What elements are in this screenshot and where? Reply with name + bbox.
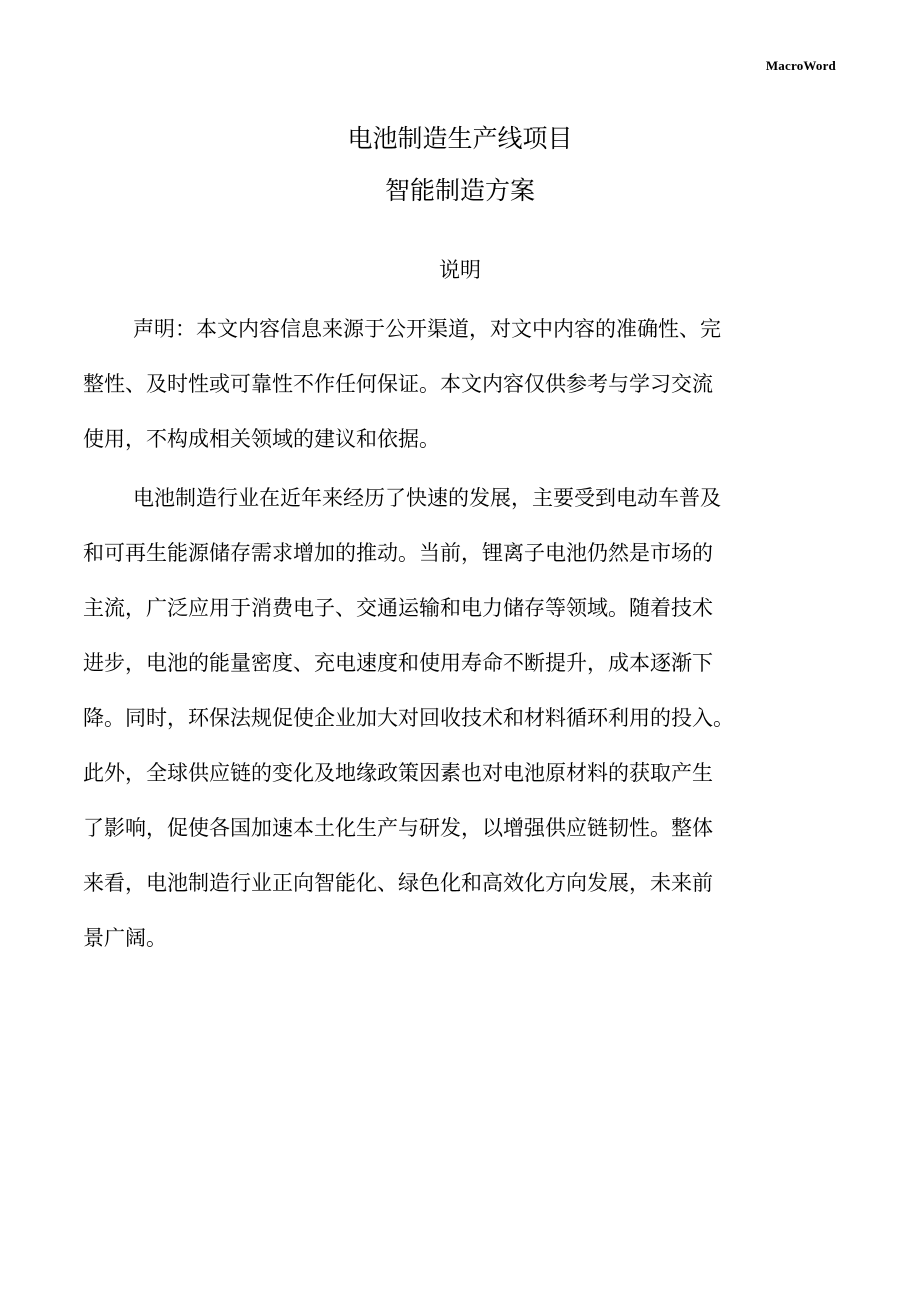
document-title-line-1: 电池制造生产线项目	[347, 124, 573, 153]
paragraph-line: 来看，电池制造行业正向智能化、绿色化和高效化方向发展，未来前	[83, 871, 713, 895]
paragraph-line: 电池制造行业在近年来经历了快速的发展，主要受到电动车普及	[133, 486, 721, 510]
paragraph-line: 主流，广泛应用于消费电子、交通运输和电力储存等领域。随着技术	[83, 596, 713, 620]
header-brand: MacroWord	[765, 58, 836, 73]
section-heading: 说明	[439, 258, 481, 282]
paragraph-line: 景广阔。	[83, 926, 167, 950]
document-title-line-2: 智能制造方案	[384, 176, 535, 205]
paragraph-line: 进步，电池的能量密度、充电速度和使用寿命不断提升，成本逐渐下	[83, 651, 713, 675]
industry-overview-paragraph	[83, 484, 843, 979]
paragraph-line: 降。同时，环保法规促使企业加大对回收技术和材料循环利用的投入。	[83, 706, 734, 730]
paragraph-line: 此外，全球供应链的变化及地缘政策因素也对电池原材料的获取产生	[83, 761, 713, 785]
paragraph-line: 整性、及时性或可靠性不作任何保证。本文内容仅供参考与学习交流	[83, 372, 713, 396]
paragraph-line: 使用，不构成相关领域的建议和依据。	[83, 427, 440, 451]
paragraph-line: 声明：本文内容信息来源于公开渠道，对文中内容的准确性、完	[133, 317, 721, 341]
disclaimer-paragraph	[83, 315, 843, 480]
paragraph-line: 了影响，促使各国加速本土化生产与研发，以增强供应链韧性。整体	[83, 816, 713, 840]
paragraph-line: 和可再生能源储存需求增加的推动。当前，锂离子电池仍然是市场的	[83, 541, 713, 565]
